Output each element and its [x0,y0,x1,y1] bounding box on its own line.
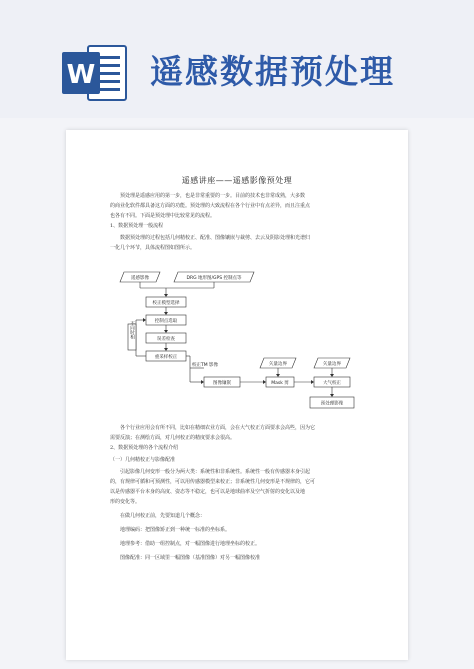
node-output [310,397,354,408]
node-mosaic [204,377,240,387]
node-input [120,272,160,282]
svg-text:控制点选取: 控制点选取 [154,319,178,324]
svg-text:矢量边界: 矢量边界 [323,362,341,367]
banner-title: 遥感数据预处理 [150,52,395,91]
banner [0,0,474,118]
definition-item: 图像配准：同一区域里一幅图像（基准图像）对另一幅图像校准 [120,555,261,561]
paragraph: 的商业化软件都具备这方面的功能。预处理的大致流程在各个行业中有点差异，而且注重点 [110,203,311,209]
node-model-select [146,297,186,307]
node-resample [146,351,186,361]
node-error-check [146,333,186,343]
paragraph: 一化几个环节，具体流程图如图所示。 [110,245,196,251]
node-multitemporal-label [128,320,136,350]
node-mask [266,377,294,387]
paragraph: 数据预处理的过程包括几何精校正、配准、图像镶嵌与裁剪、去云及阴影处理和光谱归 [120,235,311,241]
document-title: 遥感讲座——遥感影像预处理 [181,176,293,185]
svg-text:不同时相: 不同时相 [129,321,135,339]
node-vector-2 [314,358,350,368]
svg-text:校正TM 影像: 校正TM 影像 [192,363,219,368]
paragraph: 预处理是遥感应用的第一步，也是非常重要的一步。目前的技术也非常成熟，大多数 [120,193,306,199]
definition-item: 地理编码：把图像矫正到一种统一标准的坐标系。 [120,527,231,533]
paragraph: 形的变化等。 [110,499,141,505]
svg-text:矢量边界: 矢量边界 [269,362,287,367]
svg-text:遥感影像: 遥感影像 [131,276,149,281]
svg-text:重采样校正: 重采样校正 [154,355,178,360]
svg-text:大气校正: 大气校正 [323,381,341,386]
word-logo-letter: W [66,60,96,90]
node-vector-1 [260,358,296,368]
svg-text:校正模型选择: 校正模型选择 [152,301,180,306]
paragraph: 引起影像几何变形一般分为两大类：系统性和非系统性。系统性一般有传感器本身引起 [120,469,311,475]
paragraph: 需要反演；在测绘方面，对几何校正的精度要求会很高。 [110,435,236,441]
node-atmospheric [314,377,350,387]
node-tm-image [192,361,219,368]
section-heading: 1、数据预处理一般流程 [110,223,164,229]
definition-item: 地理参考：借助一组控制点，对一幅图像进行地理坐标的校正。 [120,541,261,547]
svg-text:Mask 剪: Mask 剪 [271,381,289,386]
svg-text:DRG 地形图/GPS 控制点等: DRG 地形图/GPS 控制点等 [186,276,242,281]
paragraph: 以是传感器平台本身的高度、姿态等不稳定，也可以是地球曲率及空气折射的变化以及地 [110,489,306,495]
paragraph: 各个行业应用会有所不同，比如在精细农业方面，会在大气校正方面要求会高些，因为它 [120,425,316,431]
paragraph: 也各有不同。下面是预处理中比较常见的流程。 [110,213,216,219]
flowchart [116,268,396,414]
node-reference-data [174,272,254,282]
node-gcp [146,315,186,325]
paragraph: 的，有规律可循和可预测性，可以用传感器模型来校正；非系统性几何变形是不规律的，它可 [110,479,316,485]
section-heading: 2、数据预处理的各个流程介绍 [110,445,179,451]
svg-text:预处理影像: 预处理影像 [320,401,344,407]
document-page [66,130,408,660]
word-logo-icon [62,42,128,104]
svg-text:图像镶嵌: 图像镶嵌 [213,381,231,386]
subsection-heading: （一）几何精校正与影像配准 [110,457,176,463]
paragraph: 在做几何校正前，先要知道几个概念： [120,513,206,519]
svg-text:误差检查: 误差检查 [157,337,175,342]
